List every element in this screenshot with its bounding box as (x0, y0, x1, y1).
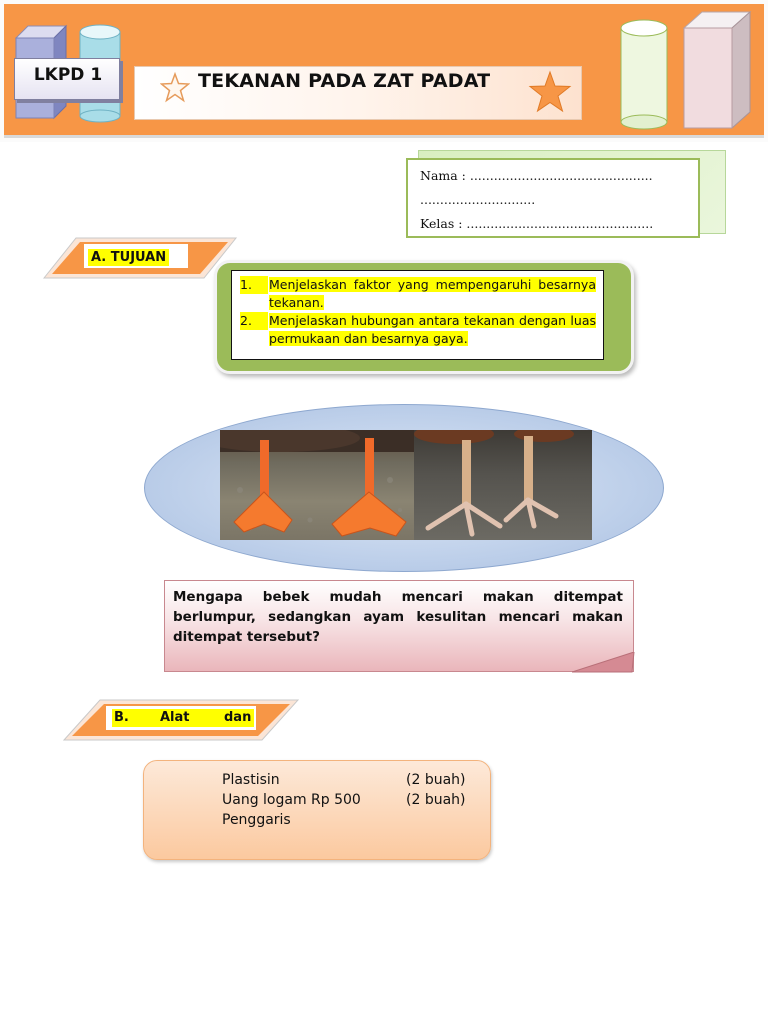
cuboid-icon (684, 12, 750, 128)
section-b-label-part: Alat (160, 710, 190, 725)
material-name: Penggaris (222, 812, 291, 828)
identity-box (406, 158, 700, 238)
name-field[interactable]: Nama : .............................................. (420, 168, 653, 183)
question-text: Mengapa bebek mudah mencari makan ditempat berlumpur, sedangkan ayam kesulitan mencari makan ditempat tersebut? (173, 589, 623, 645)
header-shapes-right (616, 8, 762, 134)
goal-text: Menjelaskan hubungan antara tekanan dengan luas permukaan dan besarnya gaya. (269, 313, 596, 346)
goal-number: 2. (240, 312, 268, 330)
materials-box (143, 760, 491, 860)
chicken-feet-illustration (414, 430, 592, 540)
section-a-label: A. TUJUAN (88, 249, 169, 266)
material-name: Uang logam Rp 500 (222, 792, 361, 808)
goal-number: 1. (240, 276, 268, 294)
material-quantity: (2 buah) (406, 772, 466, 788)
name-field-continued[interactable]: ............................. (420, 192, 536, 207)
chicken-feet-photo (414, 430, 592, 540)
star-outline-icon (160, 72, 190, 104)
section-a-title (88, 246, 169, 265)
material-name: Plastisin (222, 772, 280, 788)
goals-list (231, 270, 604, 360)
cylinder-icon (621, 20, 667, 129)
question-box (164, 580, 634, 672)
goal-item (240, 276, 596, 312)
class-field[interactable]: Kelas : ............................................... (420, 216, 654, 231)
section-b-label-part: B. (114, 710, 129, 725)
goal-text: Menjelaskan faktor yang mempengaruhi besarnya tekanan. (269, 277, 596, 310)
star-icon (528, 70, 572, 114)
page-title: TEKANAN PADA ZAT PADAT (198, 70, 491, 92)
duck-feet-photo (220, 430, 414, 540)
section-b-title (112, 709, 254, 727)
folded-corner (572, 652, 636, 674)
section-b-label-part: dan (224, 710, 252, 725)
goal-item (240, 312, 596, 348)
material-quantity: (2 buah) (406, 792, 466, 808)
lkpd-label: LKPD 1 (33, 65, 103, 85)
lkpd-badge (14, 58, 120, 100)
duck-feet-illustration (220, 430, 414, 540)
